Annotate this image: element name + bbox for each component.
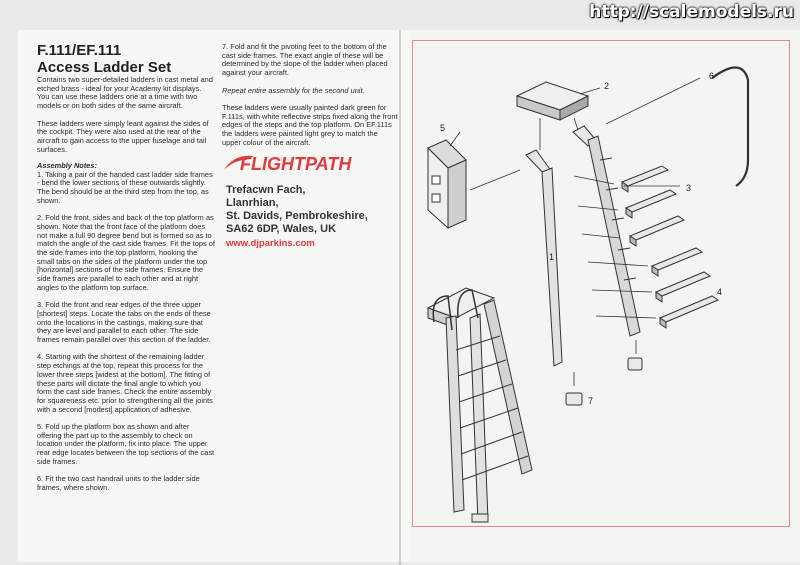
paint-note: These ladders were usually painted dark green for F.111s, with white reflective strips fixed along the front edges of the steps and the top platform. On EF.111s the ladders were painted light grey to match the upper colour of the aircraft. [222,102,398,147]
assembly-step-2: 2. Fold the front, sides and back of the top platform as shown. Note that the front face of the platform does not make a full 90 degree bend but is formed so as to match the angle of the cast side frames. Fit the tops of the side frames into the top platform, hooking the small tabs on the sides of the platform under the top [horizontal] sections of the side frames. Ensure the side frames are parallel to each other and at right angles to the platform top surface. [37,213,215,292]
part-labels [440,71,722,406]
label-5: 5 [440,123,446,133]
title-line-2: Access Ladder Set [37,59,172,76]
watermark: http://scalemodels.ru [589,2,794,22]
assembly-step-6: 6. Fit the two cast handrail units to the ladder side frames, where shown. [37,474,200,492]
label-2: 2 [604,81,610,91]
part-7-feet [566,358,642,405]
part-4-steps [652,248,718,328]
part-6-handrail [712,67,748,186]
assembly-heading: Assembly Notes: [37,161,97,170]
title-line-1: F.111/EF.111 [37,42,122,59]
part-3-steps [622,166,684,246]
company-url[interactable]: www.djparkins.com [226,238,315,249]
part-1-side-frame [526,150,562,366]
part-side-frame-stepped [573,126,640,336]
label-6: 6 [709,71,715,81]
repeat-note: Repeat entire assembly for the second unit. [222,85,365,95]
assembly-step-4: 4. Starting with the shortest of the remaining ladder step etchings at the top, repeat this process for the lower three steps [widest at the bottom]. The fitting of these parts will dictate the final angle to which you form the cast side frames. Check the entire assembly for squareness etc. prior to strengthening all the joints with a second [modest] application of adhesive. [37,352,213,414]
part-2-platform [517,82,588,120]
logo-wordmark: FLIGHTPATH [240,154,352,174]
assembly-step-7: 7. Fold and fit the pivoting feet to the bottom of the cast side frames. The exact angle of these will be determined by the slope of the ladder when placed against your aircraft. [222,42,388,78]
address-line: SA62 6DP, Wales, UK [226,223,337,235]
label-7: 7 [588,396,594,406]
intro-paragraph-2: These ladders were simply leant against the sides of the cockpit. They were also used at the rear of the aircraft to gain access to the upper fuselage and tail surfaces. [37,118,209,154]
assembled-ladder [428,288,532,522]
part-5-platform-box [428,140,466,228]
assembly-step-3: 3. Fold the front and rear edges of the three upper [shortest] steps. Locate the tabs on the ends of these onto the locations in the castings, making sure that they are level and parallel to each other. The side frames remain parallel over this section of the ladder. [37,300,211,345]
assembly-step-1: 1. Taking a pair of the handed cast ladder side frames - bend the lower sections of these outwards slightly. The bend should be at the third step from the top, as shown. [37,169,213,205]
assembly-step-5: 5. Fold up the platform box as shown and after offering the part up to the assembly to check on location under the platform, fix into place. The upper rear edge locates between the top sections of the cast side frames. [37,422,215,466]
address-line: Trefacwn Fach, [226,184,306,196]
address-line: Llanrhian, [226,197,279,209]
intro-paragraph-1: Contains two super-detailed ladders in cast metal and etched brass - ideal for your Academy kit displays. You can use these ladders one at a time with two models or on both sides of the same aircraft. [37,75,213,111]
label-3: 3 [686,183,692,193]
label-1: 1 [549,252,555,262]
label-4: 4 [717,287,723,297]
address-line: St. Davids, Pembrokeshire, [226,210,368,222]
